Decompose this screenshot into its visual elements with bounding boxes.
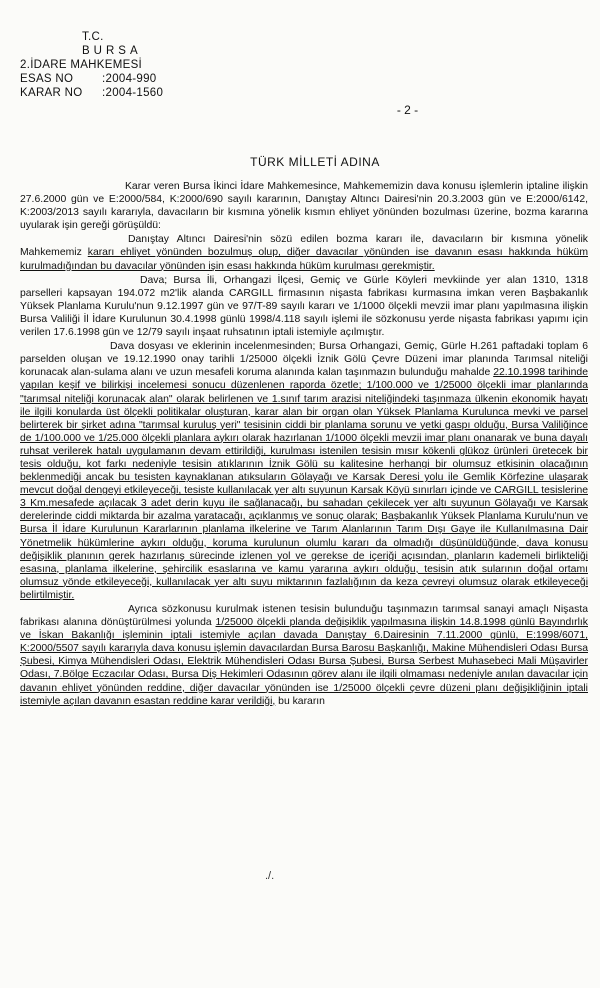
paragraph-5-text: Ayrıca sözkonusu kurulmak istenen tesisin bulunduğu taşınmazın tarımsal sanayi amaçlı Nişasta fabrikası alanına dönüştürülmesi yolunda — [20, 604, 588, 629]
paragraph-2-text: Danıştay Altıncı Dairesi'nin sözü edilen bozma kararı ile, davacıların bir kısmına yönelik Mahkememiz — [20, 234, 588, 259]
paragraph-4-text: Dava dosyası ve eklerinin incelenmesinden; Bursa Orhangazi, Gemiç, Gürle H.261 paftadaki toplam 6 parselden oluşan ve 19.12.1990 onay tarihli 1/25000 ölçekli İznik Gölü Çevre Düzeni imar planında Tarımsal niteliği korunacak alan-sulama alanı ve uzun mesafeli koruma alanında kalan taşınmazın bulunduğu mahalde — [20, 341, 588, 379]
paragraph-3-text: Dava; Bursa İli, Orhangazi İlçesi, Gemiç ve Gürle Köyleri mevkiinde yer alan 1310, 1318 parselleri kapsayan 194.072 m2'lik alanda CARGILL firmasının nişasta fabrikası kurmasına imkan veren Başbakanlık Yüksek Planlama Kurulu'nun 9.12.1997 gün ve 97/T-89 sayılı kararı ve 1/1000 ölçekli mevzii imar planı yapılmasına ilişkin Bursa Valiliği İl İdare Kurulunun 30.4.1998 günlü 1998/4.118 sayılı işlemi ile sözkonusu yerde nişasta fabrikası yapımı için verilen 17.6.1998 gün ve 12/79 sayılı inşaat ruhsatının iptali istemiyle açılmıştır. — [20, 274, 588, 339]
continuation-mark: ./. — [265, 870, 275, 882]
karar-row — [20, 86, 163, 100]
paragraph-4-underlined: 22.10.1998 tarihinde yapılan keşif ve bilirkişi incelemesi sonucu düzenlenen raporda özetle; 1/100.000 ve 1/25000 ölçekli imar planlarında "tarımsal niteliği korunacak alan" olarak belirlenen ve 1.sınıf tarım arazisi niteliğindeki taşınmaza ülkenin ekonomik hayatı ile ilgili konularda üst ölçekli politikalar oluşturan, karar alan bir organ olan Yüksek Planlama Kurulunca mevki ve parsel belirterek bir şirket adına "tarımsal kuruluş yeri" tesisinin ciddi bir planlama sorunu ve yetki gaspı olduğu, Bursa Valiliğince de 1/100.000 ve 1/25.000 ölçekli planlara aykırı olarak hazırlanan 1/1000 ölçekli mevzii imar planı onanarak ve buna dayalı ruhsat verilerek hatalı uygulamanın devam ettirildiği, kurulması istenilen tesisin mısır kökenli glükoz ürünleri üretecek bir tesis olduğu, kot farkı nedeniyle tesisin atıklarının İznik Gölü su kalitesine herhangi bir olumsuz etkisinin olacağının beklenmediği ancak bu tesisten kaynaklanan atıksuların Gölayağı ve Karsak Deresi yolu ile Gemlik Körfezine ulaşarak mevcut doğal dengeyi etkileyeceği, tesiste kullanılacak yer altı suyunun Karsak Köyü sınırları içinde ve CARGILL tesislerine 3 Km.mesafede açılacak 3 adet derin kuyu ile sağlanacağı, bu sahadan çekilecek yer altı suyunun Gölayağı ve Karsak derelerinde ciddi miktarda bir azalma yaratacağı, açıklanmış ve sonuç olarak; Başbakanlık Yüksek Planlama Kurulu'nun ve Bursa İl İdare Kurulunun Kararlarının planlama ilkelerine ve Tarım Alanlarının Tarım Dışı Gaye ile Kullanılmasına Dair Yönetmelik hükümlerine aykırı olduğu, koruma kurulunun olumlu kararı da olmadığı düşünüldüğünde, dava konusu değişiklik planının gerek hazırlanış sürecinde izlenen yol ve gerekse de içeriği açısından, planların kademeli birlikteliği esasına, planlama ilkelerine, şehircilik esaslarına ve kamu yararına aykırı olduğu, tesisin atık sularının doğal ortamı olumsuz yönde etkileyeceği, kullanılacak yer altı suyu miktarının fazlalığının da keza çevreyi olumsuz olarak etkileyeceği belirtilmiştir. — [20, 367, 588, 601]
paragraph-5-tail: bu kararın — [275, 695, 325, 707]
esas-row — [20, 72, 163, 86]
paragraph-5 — [20, 603, 588, 708]
court-header — [20, 30, 163, 100]
karar-label: KARAR NO — [20, 87, 83, 99]
document-body — [20, 180, 588, 709]
paragraph-2 — [20, 233, 588, 272]
esas-value: :2004-990 — [102, 73, 157, 85]
paragraph-1-text: Karar veren Bursa İkinci İdare Mahkemesince, Mahkememizin dava konusu işlemlerin iptaline ilişkin 27.6.2000 gün ve E:2000/584, K:2000/690 sayılı kararının, Danıştay Altıncı Dairesi'nin 20.3.2003 gün ve E:2000/6142, K:2003/2013 sayılı kararıyla, davacıların bir kısmına yönelik kısmın ehliyet yönünden bozulması üzerine, bozma kararına uyularak işin gereği görüşüldü: — [20, 181, 588, 232]
header-city: BURSA — [82, 45, 142, 57]
paragraph-5-underlined: 1/25000 ölçekli planda değişiklik yapılmasına ilişkin 14.8.1998 günlü Bayındırlık ve İskan Bakanlığı işleminin iptali istemiyle açılan davada Danıştay 6.Dairesinin 7.11.2000 günlü, E:1998/6071, K:2000/5507 sayılı kararıyla dava konusu işlemin davacılardan Bursa Barosu Başkanlığı, Makine Mühendisleri Odası Bursa Şubesi, Kimya Mühendisleri Odası, Elektrik Mühendisleri Odası Bursa Şubesi, Bursa Serbest Muhasebeci Mali Müşavirler Odası, 7.Bölge Eczacılar Odası, Bursa Diş Hekimleri Odasının görev alanı ile ilgili olmaması nedeniyle anılan davacılar için davanın ehliyet yönünden reddine, diğer davacılar yönünden ise 1/25000 ölçekli çevre düzeni planı değişikliğinin iptali istemiyle açılan davanın esastan reddine karar verildiği, — [20, 617, 588, 707]
header-court: 2.İDARE MAHKEMESİ — [20, 59, 143, 71]
page-number: - 2 - — [396, 103, 419, 117]
esas-label: ESAS NO — [20, 73, 74, 85]
paragraph-4 — [20, 340, 588, 602]
paragraph-2-underlined: kararı ehliyet yönünden bozulmuş olup, diğer davacılar yönünden ise davanın esası hakkında hüküm kurulmadığından bu davacılar yönünden işin esası hakkında hüküm kurulması gerekmiştir. — [20, 247, 588, 272]
header-tc: T.C. — [82, 31, 104, 43]
document-title: TÜRK MİLLETİ ADINA — [250, 155, 380, 169]
paragraph-3 — [20, 274, 588, 339]
paragraph-1 — [20, 180, 588, 232]
karar-value: :2004-1560 — [102, 87, 164, 99]
